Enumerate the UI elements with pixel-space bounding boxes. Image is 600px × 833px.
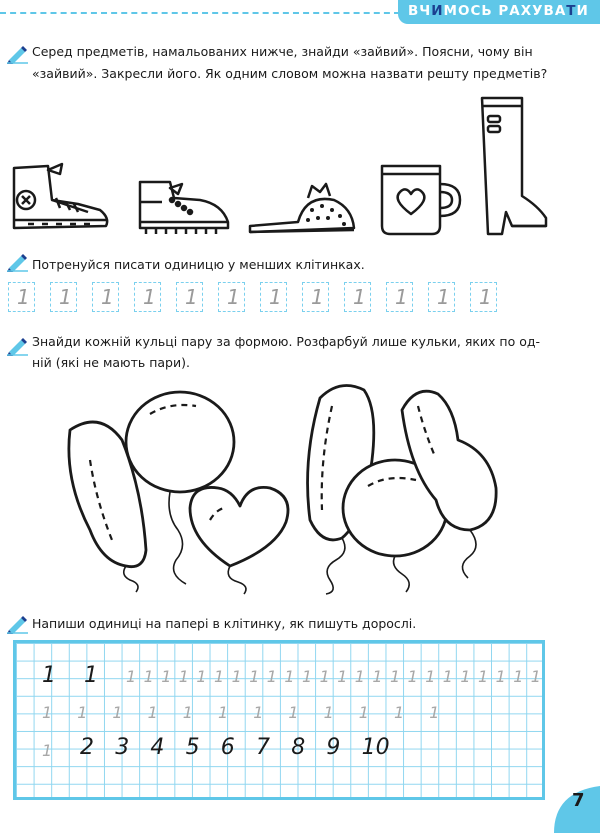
written-digit: 2	[80, 735, 94, 760]
ghost-digit: 1	[218, 703, 229, 722]
ghost-digit: 1	[288, 703, 299, 722]
trace-box[interactable]	[428, 282, 455, 312]
title-letter: В	[408, 3, 420, 19]
ghost-digit: 1	[266, 667, 277, 686]
trace-row	[8, 282, 538, 316]
written-digit: 6	[220, 735, 235, 760]
trace-glyph: 1	[227, 285, 240, 309]
page-number: 7	[572, 790, 585, 811]
trace-box[interactable]	[218, 282, 245, 312]
title-letter: Ч	[419, 3, 432, 19]
task-2-text: Потренуйся писати одиницю у менших клітинках.	[32, 257, 365, 272]
ghost-digit: 1	[284, 667, 295, 686]
trace-box[interactable]	[302, 282, 329, 312]
ghost-digit: 1	[478, 667, 489, 686]
page-corner	[540, 778, 600, 833]
ghost-digit: 1	[429, 703, 440, 722]
title-letter: И	[431, 3, 444, 19]
ghost-digit: 1	[231, 667, 242, 686]
sneaker-icon	[8, 160, 113, 235]
trace-glyph: 1	[395, 285, 408, 309]
items-row	[0, 90, 600, 240]
ghost-digit: 1	[460, 667, 471, 686]
title-letter: Т	[566, 3, 577, 19]
balloons-illustration	[50, 370, 550, 595]
slipper-icon	[246, 178, 358, 236]
tall-boot-icon	[478, 94, 552, 240]
ghost-digit: 1	[513, 667, 524, 686]
grid-paper	[13, 640, 545, 800]
trace-box[interactable]	[134, 282, 161, 312]
trace-glyph: 1	[185, 285, 198, 309]
balloon-round	[126, 392, 234, 492]
task-1-line-2: «зайвий». Закресли його. Як одним словом можна назвати решту предметів?	[32, 66, 548, 81]
task-3-line-2: ній (які не мають пари).	[32, 355, 190, 370]
ghost-digit: 1	[319, 667, 330, 686]
ghost-digit: 1	[495, 667, 506, 686]
ghost-digit: 1	[530, 667, 541, 686]
section-title	[408, 3, 589, 19]
ghost-digit: 1	[161, 667, 172, 686]
ghost-digit: 1	[42, 741, 53, 760]
ghost-digit: 1	[249, 667, 260, 686]
trace-glyph: 1	[353, 285, 366, 309]
ghost-digit: 1	[358, 703, 369, 722]
title-letter: МОСЬ	[443, 3, 499, 19]
ghost-digit: 1	[77, 703, 88, 722]
ghost-digit: 1	[354, 667, 365, 686]
title-letter: А	[554, 3, 567, 19]
title-letter: И	[576, 3, 589, 19]
balloon-heart	[190, 487, 288, 566]
ghost-digit: 1	[337, 667, 348, 686]
ghost-digit: 1	[182, 703, 193, 722]
mug-icon	[378, 158, 466, 240]
ghost-digit: 1	[143, 667, 154, 686]
trace-box[interactable]	[92, 282, 119, 312]
header-band	[0, 0, 600, 28]
written-digit: 5	[185, 735, 200, 760]
ghost-digit: 1	[112, 703, 123, 722]
task-1-line-1: Серед предметів, намальованих нижче, знайди «зайвий». Поясни, чому він	[32, 44, 533, 59]
pencil-icon	[6, 614, 30, 634]
ghost-digit: 1	[302, 667, 313, 686]
written-digit: 1	[84, 663, 98, 688]
written-digit: 1	[42, 663, 56, 688]
ghost-digit: 1	[253, 703, 264, 722]
trace-glyph: 1	[143, 285, 156, 309]
ghost-digit: 1	[147, 703, 158, 722]
ghost-digit: 1	[407, 667, 418, 686]
ghost-digit: 1	[126, 667, 137, 686]
title-letter: А	[509, 3, 521, 19]
written-digit: 8	[291, 735, 306, 760]
boot-shoe-icon	[134, 178, 234, 238]
ghost-digit: 1	[394, 703, 405, 722]
pencil-icon	[6, 336, 30, 356]
ghost-digit: 1	[372, 667, 383, 686]
ghost-digit: 1	[425, 667, 436, 686]
trace-box[interactable]	[386, 282, 413, 312]
ghost-digit: 1	[442, 667, 453, 686]
trace-glyph: 1	[101, 285, 114, 309]
ghost-digit: 1	[196, 667, 207, 686]
written-digit: 9	[326, 735, 341, 760]
title-letter: ХУ	[520, 3, 544, 19]
pencil-icon	[6, 252, 30, 272]
trace-glyph: 1	[311, 285, 324, 309]
pencil-icon	[6, 44, 30, 64]
title-letter: В	[543, 3, 555, 19]
trace-glyph: 1	[17, 285, 30, 309]
ghost-digit: 1	[323, 703, 334, 722]
trace-box[interactable]	[50, 282, 77, 312]
task-4-text: Напиши одиниці на папері в клітинку, як пишуть дорослі.	[32, 616, 417, 631]
task-3-line-1: Знайди кожній кульці пару за формою. Розфарбуй лише кульки, яких по од-	[32, 334, 541, 349]
trace-box[interactable]	[344, 282, 371, 312]
written-digit: 7	[256, 735, 270, 760]
trace-glyph: 1	[269, 285, 282, 309]
trace-box[interactable]	[260, 282, 287, 312]
trace-box[interactable]	[176, 282, 203, 312]
written-digit: 10	[361, 735, 390, 760]
ghost-digit: 1	[42, 703, 53, 722]
written-digit: 3	[115, 735, 130, 760]
trace-glyph: 1	[59, 285, 72, 309]
trace-glyph: 1	[479, 285, 492, 309]
header-dashed-line	[0, 12, 400, 14]
trace-box[interactable]	[470, 282, 497, 312]
ghost-digit: 1	[390, 667, 401, 686]
ghost-digit: 1	[178, 667, 189, 686]
written-digit: 4	[150, 735, 165, 760]
trace-box[interactable]	[8, 282, 35, 312]
title-letter: Р	[498, 3, 510, 19]
ghost-digit: 1	[214, 667, 225, 686]
trace-glyph: 1	[437, 285, 450, 309]
